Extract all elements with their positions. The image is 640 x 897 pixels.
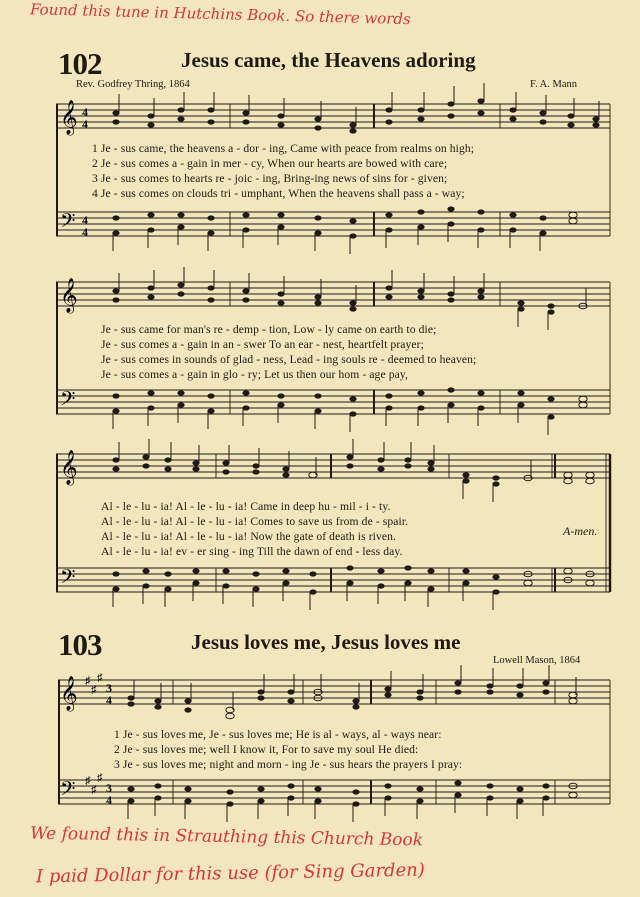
- hymn-title: Jesus came, the Heavens adoring: [181, 48, 476, 72]
- svg-text:♯: ♯: [91, 784, 97, 796]
- verse-line: 2 Je - sus loves me; well I know it, For to save my soul He died:: [114, 743, 419, 756]
- verse-line: 1 Je - sus came, the heavens a - dor - ing, Came with peace from realms on high;: [92, 142, 475, 155]
- handwritten-note-bottom-2: I paid Dollar for this use (for Sing Garden): [35, 859, 425, 888]
- verse-line: Je - sus comes a - gain in an - swer To an ear - nest, heartfelt prayer;: [101, 338, 424, 351]
- verse-line: 4 Je - sus comes on clouds tri - umphant, When the heavens shall pass a - way;: [92, 187, 465, 200]
- verse-line: 3 Je - sus comes to hearts re - joic - ing, Bring-ing news of sins for - given;: [92, 172, 448, 185]
- svg-text:♯: ♯: [85, 775, 91, 787]
- hymn-number: 103: [58, 627, 102, 662]
- verse-line: 1 Je - sus loves me, Je - sus loves me; He is al - ways, al - ways near:: [114, 728, 442, 741]
- svg-text:𝄢: 𝄢: [60, 565, 76, 593]
- svg-text:𝄞: 𝄞: [60, 676, 78, 711]
- hymn-number: 102: [58, 46, 102, 81]
- svg-text:4: 4: [82, 225, 88, 239]
- svg-text:4: 4: [106, 693, 112, 707]
- svg-text:4: 4: [82, 105, 88, 119]
- verse-line: 3 Je - sus loves me; night and morn - ing Je - sus hears the prayers I pray:: [114, 758, 463, 771]
- verse-line: Je - sus came for man's re - demp - tion, Low - ly came on earth to die;: [101, 323, 437, 336]
- svg-text:4: 4: [106, 793, 112, 807]
- composer-credit: Lowell Mason, 1864: [493, 655, 581, 666]
- svg-text:3: 3: [106, 681, 112, 695]
- svg-text:♯: ♯: [85, 675, 91, 687]
- lyricist-credit: Rev. Godfrey Thring, 1864: [76, 79, 190, 90]
- verse-line: Je - sus comes in sounds of glad - ness, Lead - ing souls re - deemed to heaven;: [101, 353, 477, 366]
- hymn-title: Jesus loves me, Jesus loves me: [191, 630, 461, 654]
- svg-text:4: 4: [82, 213, 88, 227]
- svg-text:♯: ♯: [91, 684, 97, 696]
- svg-text:3: 3: [106, 781, 112, 795]
- svg-text:𝄞: 𝄞: [60, 278, 78, 313]
- svg-text:𝄢: 𝄢: [60, 777, 76, 805]
- svg-text:♯: ♯: [97, 772, 103, 784]
- svg-text:𝄢: 𝄢: [60, 387, 76, 415]
- verse-line: Al - le - lu - ia! Al - le - lu - ia! Now the gate of death is riven.: [101, 530, 397, 543]
- verse-line: Al - le - lu - ia! Al - le - lu - ia! Came in deep hu - mil - i - ty.: [101, 500, 391, 513]
- svg-text:𝄢: 𝄢: [60, 209, 76, 237]
- handwritten-note-top: Found this tune in Hutchins Book. So there words: [29, 0, 411, 29]
- svg-text:𝄞: 𝄞: [60, 100, 78, 135]
- verse-line: 2 Je - sus comes a - gain in mer - cy, When our hearts are bowed with care;: [92, 157, 448, 170]
- verse-line: Al - le - lu - ia! ev - er sing - ing Till the dawn of end - less day.: [101, 545, 403, 558]
- composer-credit: F. A. Mann: [530, 79, 577, 90]
- verse-line: Je - sus comes a - gain in glo - ry; Let us then our hom - age pay,: [101, 368, 408, 381]
- amen-text: A-men.: [563, 524, 598, 538]
- svg-text:4: 4: [82, 117, 88, 131]
- svg-text:♯: ♯: [97, 672, 103, 684]
- handwritten-note-bottom-1: We found this in Strauthing this Church Book: [29, 823, 424, 851]
- svg-text:𝄞: 𝄞: [60, 450, 78, 485]
- verse-line: Al - le - lu - ia! Al - le - lu - ia! Comes to save us from de - spair.: [101, 515, 409, 528]
